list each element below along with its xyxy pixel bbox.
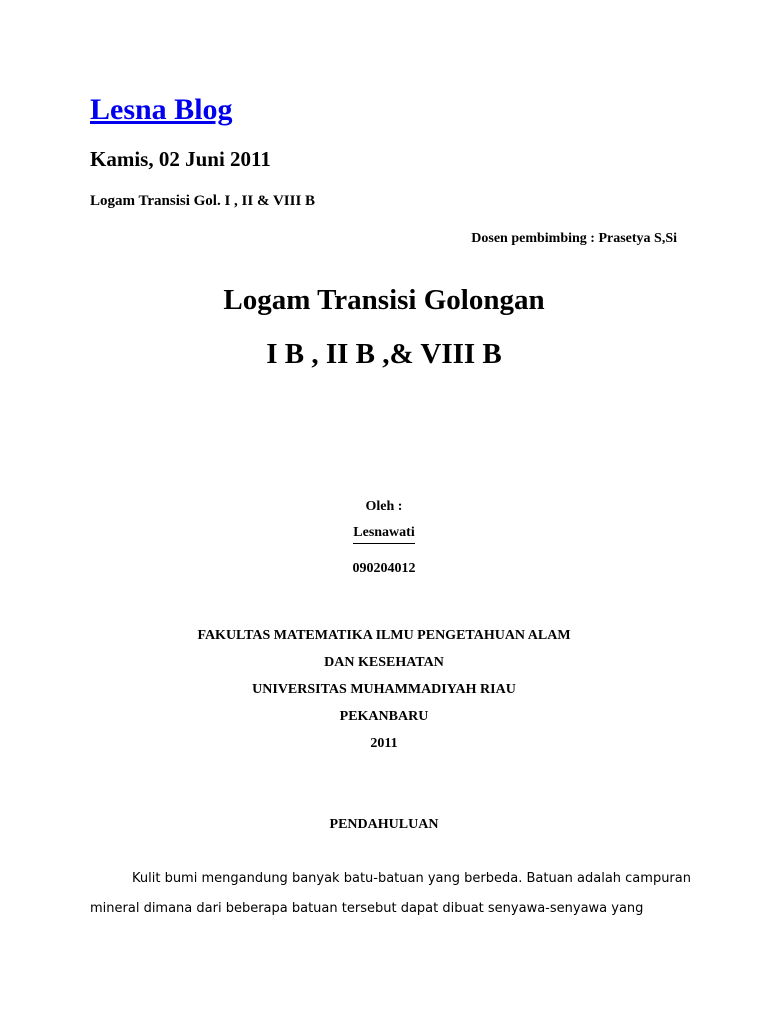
post-title: Logam Transisi Gol. I , II & VIII B [90, 193, 316, 209]
student-id: 090204012 [352, 561, 416, 576]
year-line: 2011 [370, 736, 398, 751]
by-label: Oleh : [365, 499, 403, 514]
supervisor-line: Dosen pembimbing : Prasetya S,Si [471, 231, 677, 246]
university-line: UNIVERSITAS MUHAMMADIYAH RIAU [252, 682, 516, 697]
paragraph-line: mineral dimana dari beberapa batuan tersebut dapat dibuat senyawa-senyawa yang [90, 901, 644, 916]
city-line: PEKANBARU [339, 709, 429, 724]
author-name: Lesnawati [353, 525, 414, 544]
faculty-line: FAKULTAS MATEMATIKA ILMU PENGETAHUAN ALAM [197, 628, 571, 643]
paragraph-line: Kulit bumi mengandung banyak batu-batuan yang berbeda. Batuan adalah campuran [132, 871, 691, 886]
document-title-line-1: Logam Transisi Golongan [223, 284, 545, 316]
section-heading: PENDAHULUAN [329, 817, 439, 832]
faculty-line: DAN KESEHATAN [324, 655, 444, 670]
blog-title-link[interactable]: Lesna Blog [90, 93, 233, 126]
post-date: Kamis, 02 Juni 2011 [90, 147, 271, 171]
document-title-line-2: I B , II B ,& VIII B [266, 338, 502, 370]
author-name-wrapper [0, 525, 768, 544]
